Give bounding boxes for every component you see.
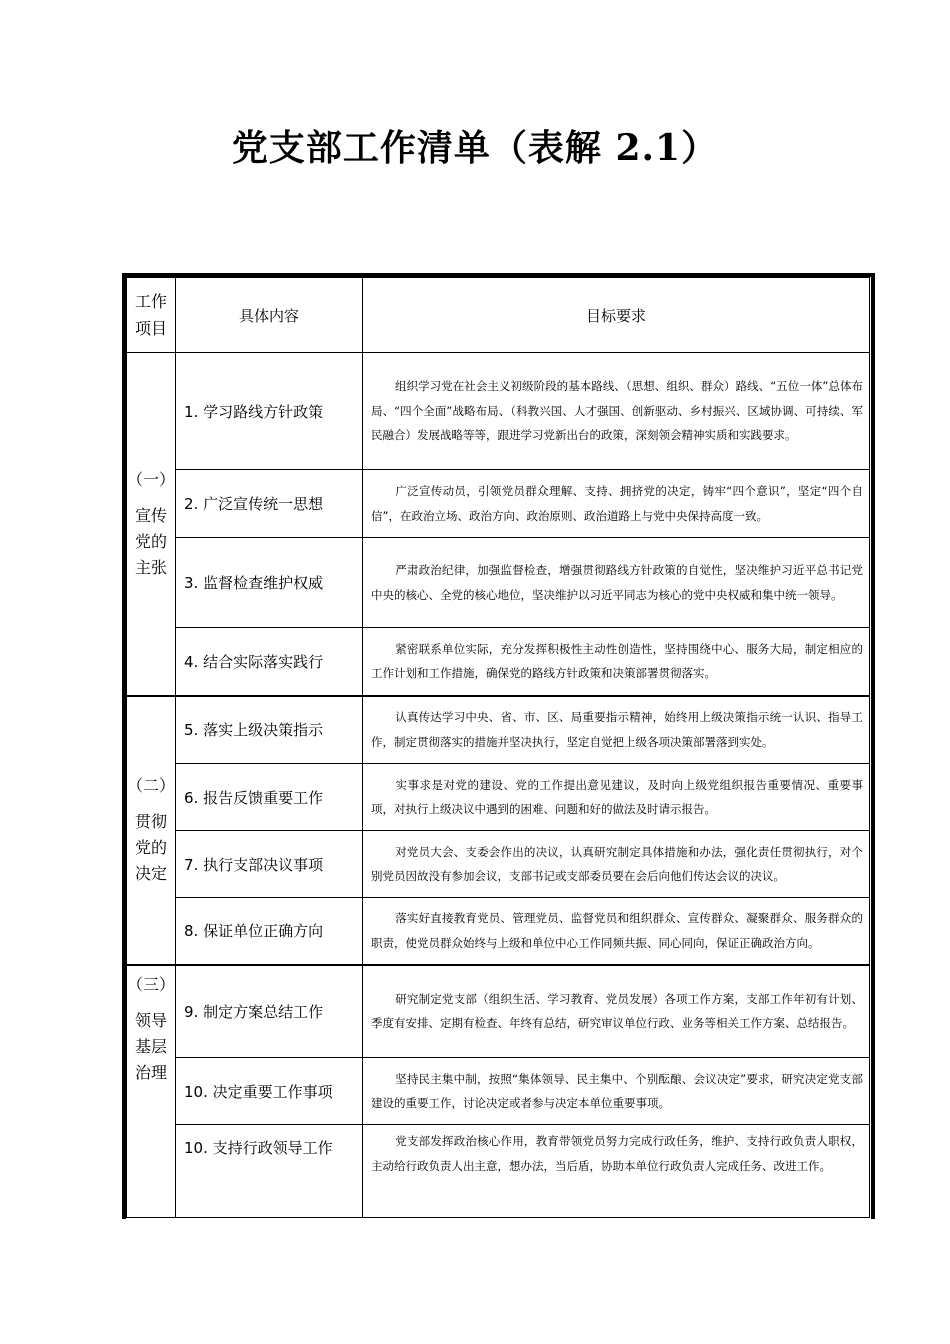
- category-cell: [127, 353, 176, 696]
- goal-cell: 对党员大会、支委会作出的决议，认真研究制定具体措施和办法，强化责任贯彻执行，对个别党员因故没有参加会议，支部书记或支部委员要在会后向他们传达会议的决议。: [363, 831, 870, 898]
- goal-cell: 广泛宣传动员，引领党员群众理解、支持、拥挤党的决定，铸牢“四个意识”，坚定“四个自信”，在政治立场、政治方向、政治原则、政治道路上与党中央保持高度一致。: [363, 470, 870, 538]
- table-row: [127, 470, 870, 538]
- page-title: 党支部工作清单（表解 2.1）: [231, 127, 719, 169]
- content-cell: 8. 保证单位正确方向: [176, 898, 363, 965]
- content-cell: 10. 支持行政领导工作: [176, 1125, 363, 1218]
- goal-cell: 认真传达学习中央、省、市、区、局重要指示精神，始终用上级决策指示统一认识、指导工作，制定贯彻落实的措施并坚决执行，坚定自觉把上级各项决策部署落到实处。: [363, 696, 870, 764]
- table-row: [127, 965, 870, 1058]
- goal-cell: 党支部发挥政治核心作用，教育带领党员努力完成行政任务，维护、支持行政负责人职权，主动给行政负责人出主意，想办法，当后盾，协助本单位行政负责人完成任务、改进工作。: [363, 1125, 870, 1218]
- work-list-table: [126, 277, 870, 1218]
- table-row: [127, 538, 870, 628]
- category-seq: （二）: [127, 776, 176, 795]
- table-row: [127, 1125, 870, 1218]
- goal-cell: 实事求是对党的建设、党的工作提出意见建议，及时向上级党组织报告重要情况、重要事项，对执行上级决议中遇到的困难、问题和好的做法及时请示报告。: [363, 764, 870, 831]
- content-cell: 3. 监督检查维护权威: [176, 538, 363, 628]
- content-cell: 6. 报告反馈重要工作: [176, 764, 363, 831]
- content-cell: 2. 广泛宣传统一思想: [176, 470, 363, 538]
- category-name: 贯彻党的决定: [134, 812, 167, 883]
- table-row: [127, 764, 870, 831]
- goal-cell: 严肃政治纪律，加强监督检查，增强贯彻路线方针政策的自觉性，坚决维护习近平总书记党中央的核心、全党的核心地位，坚决维护以习近平同志为核心的党中央权威和集中统一领导。: [363, 538, 870, 628]
- header-content: 具体内容: [176, 278, 363, 353]
- table-row: [127, 898, 870, 965]
- table-row: [127, 696, 870, 764]
- content-cell: 5. 落实上级决策指示: [176, 696, 363, 764]
- category-cell: [127, 965, 176, 1218]
- header-item: 工作项目: [127, 278, 176, 353]
- goal-cell: 落实好直接教育党员、管理党员、监督党员和组织群众、宣传群众、凝聚群众、服务群众的职责，使党员群众始终与上级和单位中心工作同频共振、同心同向，保证正确政治方向。: [363, 898, 870, 965]
- content-cell: 9. 制定方案总结工作: [176, 965, 363, 1058]
- category-seq: （三）: [127, 974, 176, 994]
- goal-cell: 坚持民主集中制，按照“集体领导、民主集中、个别酝酿、会议决定”要求，研究决定党支部建设的重要工作，讨论决定或者参与决定本单位重要事项。: [363, 1058, 870, 1125]
- goal-cell: 紧密联系单位实际，充分发挥积极性主动性创造性，坚持围绕中心、服务大局，制定相应的工作计划和工作措施，确保党的路线方针政策和决策部署贯彻落实。: [363, 628, 870, 696]
- content-cell: 1. 学习路线方针政策: [176, 353, 363, 470]
- table-row: [127, 628, 870, 696]
- category-name: 领导基层治理: [134, 1010, 167, 1082]
- content-cell: 10. 决定重要工作事项: [176, 1058, 363, 1125]
- table-row: [127, 831, 870, 898]
- goal-cell: 研究制定党支部（组织生活、学习教育、党员发展）各项工作方案，支部工作年初有计划、季度有安排、定期有检查、年终有总结，研究审议单位行政、业务等相关工作方案、总结报告。: [363, 965, 870, 1058]
- table-header-row: [127, 278, 870, 353]
- category-seq: （一）: [127, 469, 176, 489]
- category-cell: [127, 696, 176, 965]
- goal-cell: 组织学习党在社会主义初级阶段的基本路线、（思想、组织、群众）路线、“五位一体”总体布局、“四个全面”战略布局、（科教兴国、人才强国、创新驱动、乡村振兴、区域协调、可持续、军民融合）发展战略等等，跟进学习党新出台的政策，深刻领会精神实质和实践要求。: [363, 353, 870, 470]
- category-name: 宣传党的主张: [134, 505, 167, 577]
- content-cell: 4. 结合实际落实践行: [176, 628, 363, 696]
- header-goal: 目标要求: [363, 278, 870, 353]
- table-row: [127, 1058, 870, 1125]
- content-cell: 7. 执行支部决议事项: [176, 831, 363, 898]
- table-row: [127, 353, 870, 470]
